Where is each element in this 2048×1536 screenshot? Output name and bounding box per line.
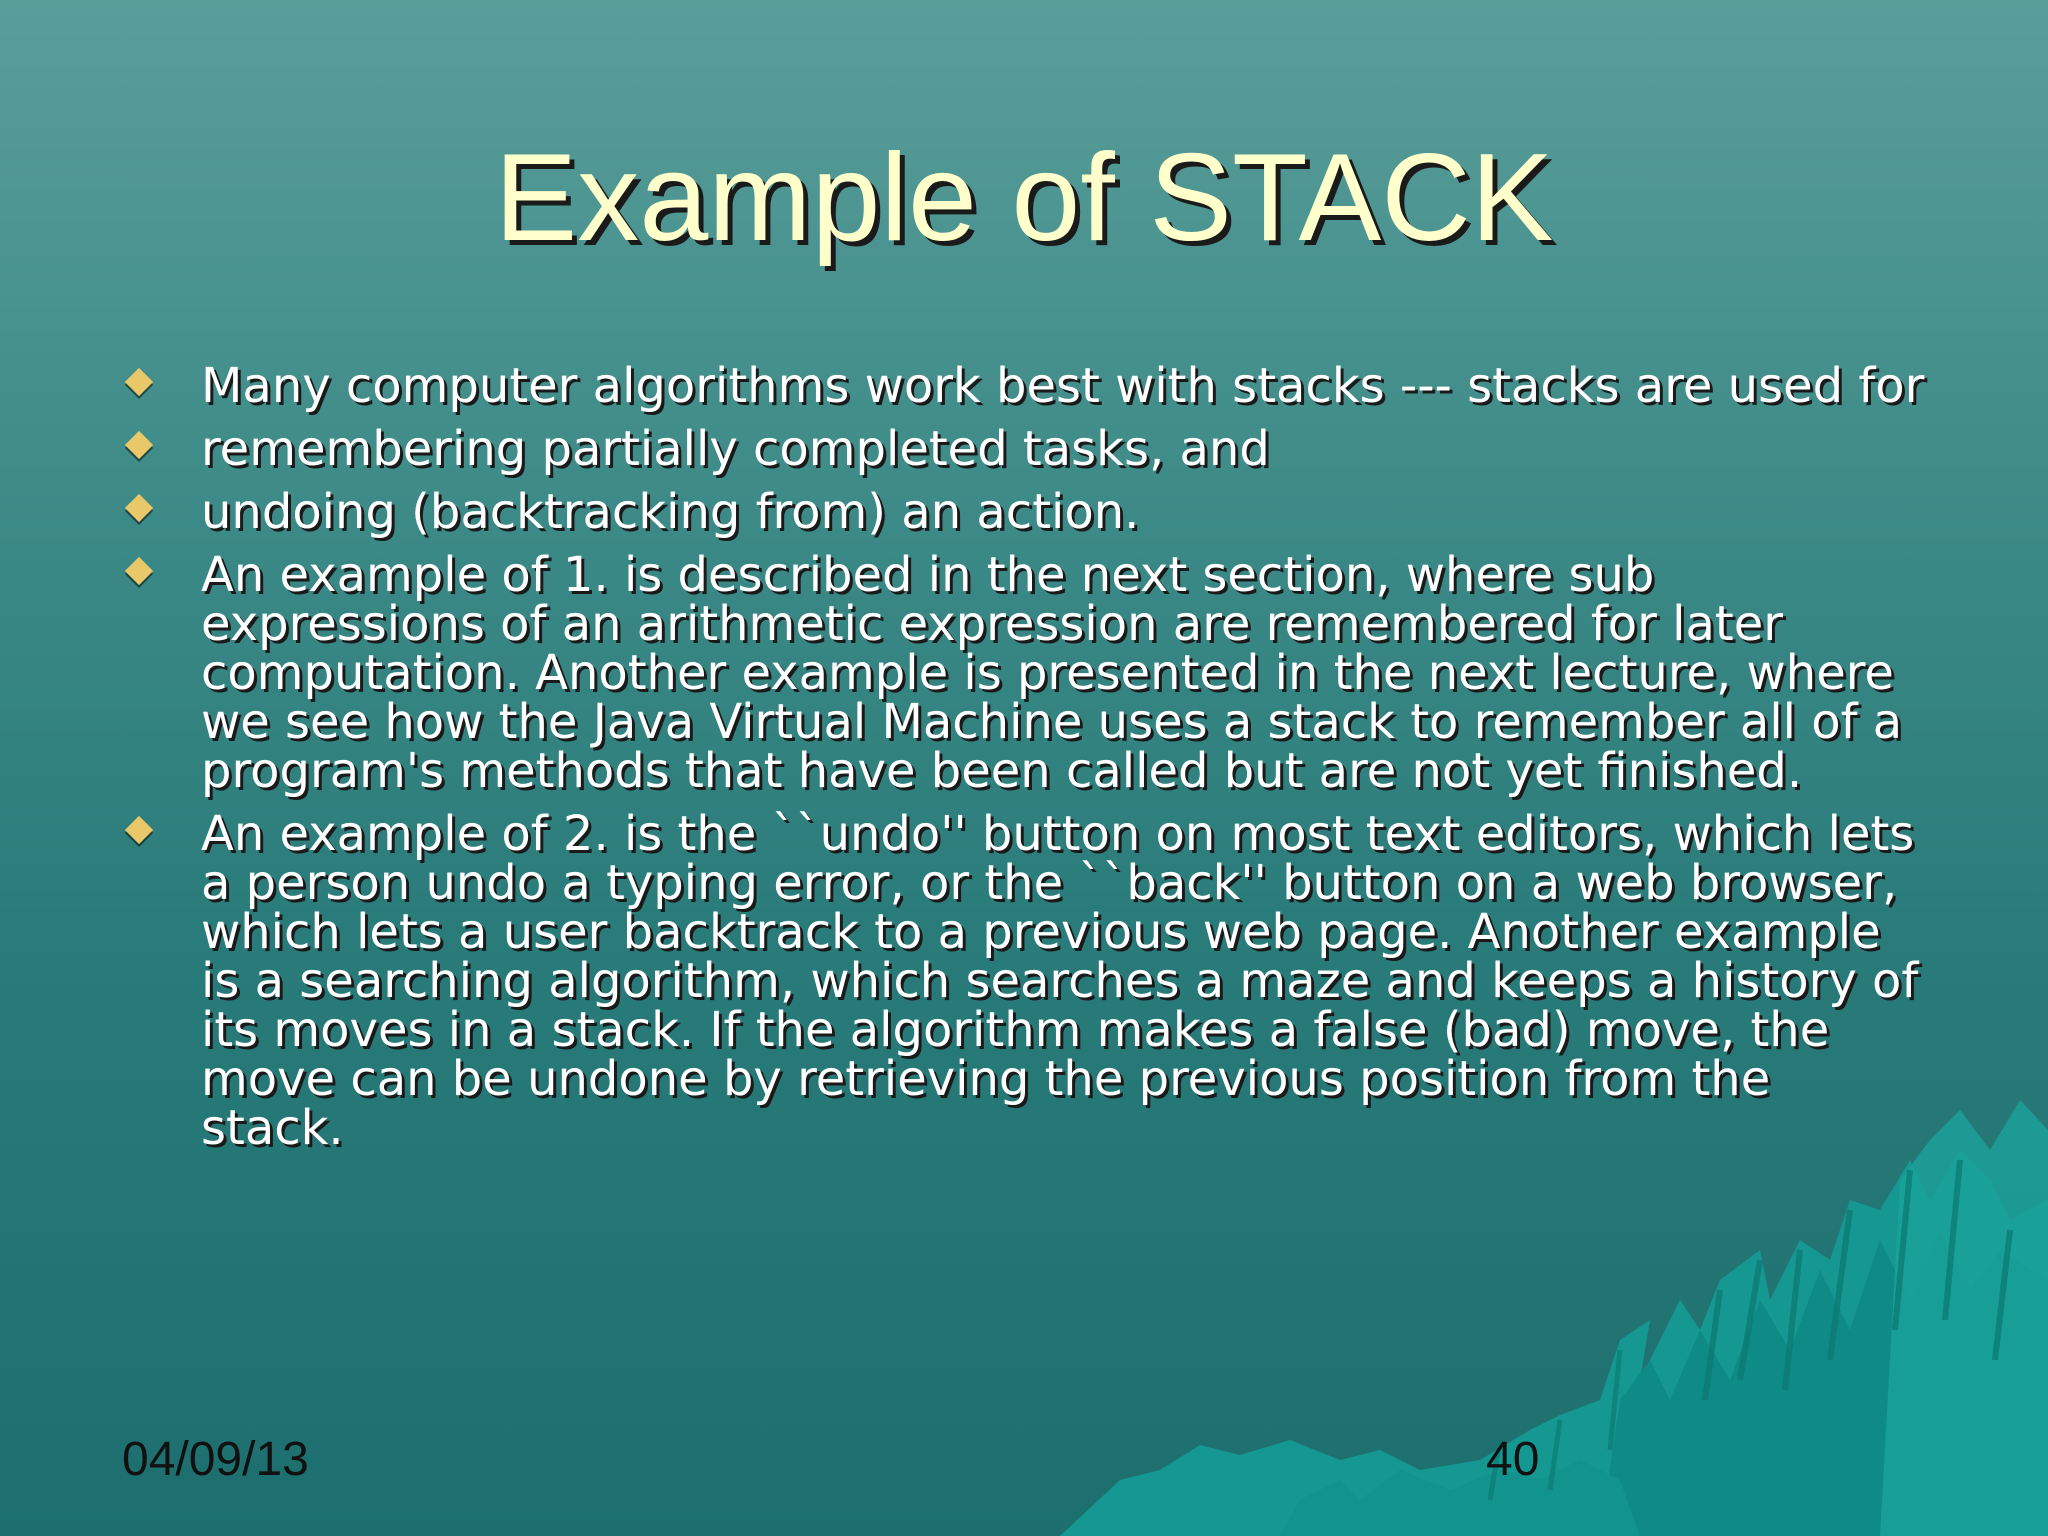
footer-date: 04/09/13 bbox=[122, 1433, 309, 1486]
slide-title: Example of STACK bbox=[494, 129, 1554, 267]
list-item bbox=[125, 547, 1925, 799]
diamond-bullet-icon bbox=[125, 557, 153, 585]
list-item bbox=[125, 806, 1925, 1156]
bullet-text: An example of 2. is the ``undo'' button on most text editors, which lets a person undo a typing error, or the ``back'' button on a web browser, which lets a user backtrack to a previous web page. Another example is a searching algorithm, which searches a maze and keeps a history of its moves in a stack. If the algorithm makes a false (bad) move, the move can be undone by retrieving the previous position from the stack. bbox=[201, 806, 1919, 1156]
list-item bbox=[125, 421, 1925, 477]
bullet-list bbox=[125, 358, 1925, 1167]
diamond-bullet-icon bbox=[125, 494, 153, 522]
bullet-text: Many computer algorithms work best with stacks --- stacks are used for bbox=[201, 358, 1925, 414]
list-item bbox=[125, 358, 1925, 414]
bullet-text: undoing (backtracking from) an action. bbox=[201, 484, 1140, 540]
diamond-bullet-icon bbox=[125, 368, 153, 396]
diamond-bullet-icon bbox=[125, 431, 153, 459]
list-item bbox=[125, 484, 1925, 540]
page-number: 40 bbox=[1486, 1433, 1540, 1486]
bullet-text: An example of 1. is described in the next section, where sub expressions of an arithmetic expression are remembered for later computation. Another example is presented in the next lecture, where we see how the Java Virtual Machine uses a stack to remember all of a program's methods that have been called but are not yet finished. bbox=[201, 547, 1903, 799]
bullet-text: remembering partially completed tasks, and bbox=[201, 421, 1270, 477]
diamond-bullet-icon bbox=[125, 816, 153, 844]
